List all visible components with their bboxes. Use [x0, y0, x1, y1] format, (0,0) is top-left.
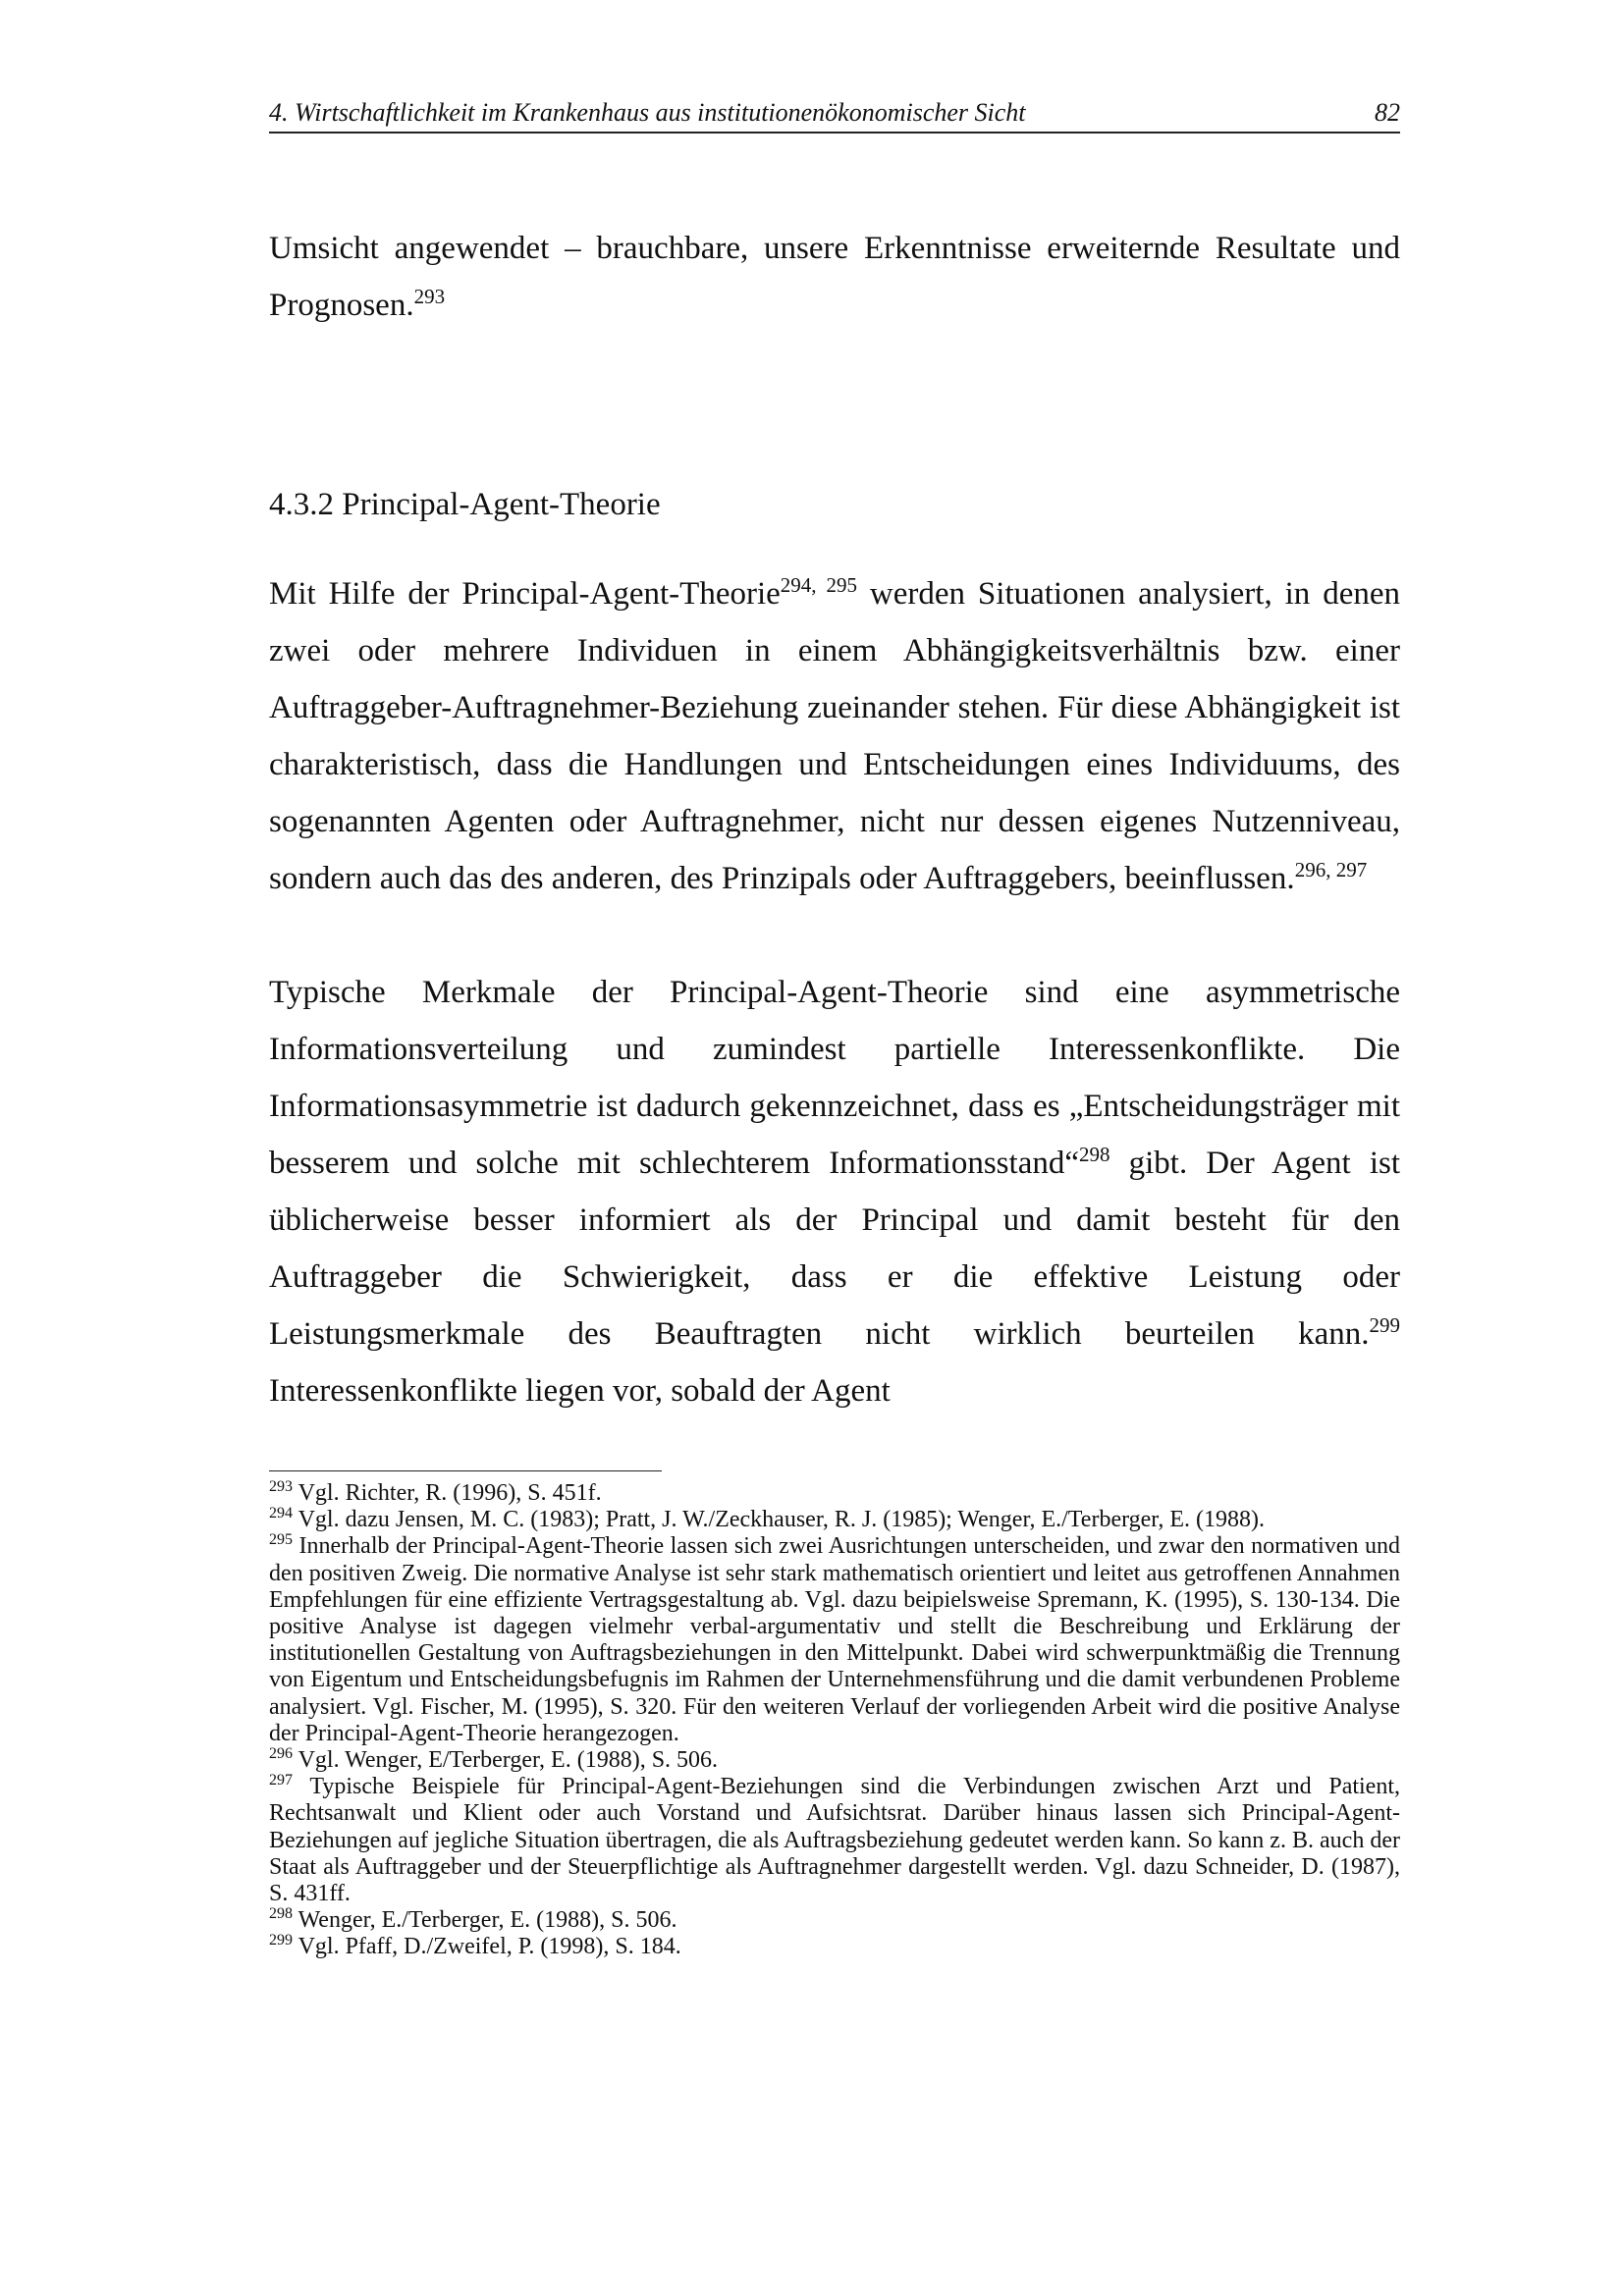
footnote-number: 293 [269, 1478, 293, 1495]
footnote-text: Wenger, E./Terberger, E. (1988), S. 506. [293, 1907, 677, 1934]
footnote-number: 299 [269, 1932, 293, 1949]
footnotes [269, 1480, 1400, 1961]
footnote-293 [269, 1480, 1400, 1507]
paragraph-2-text-a: Mit Hilfe der Principal-Agent-Theorie [269, 576, 781, 612]
paragraph-1 [269, 220, 1400, 334]
footnote-ref-299[interactable]: 299 [1369, 1313, 1400, 1337]
footnote-ref-298[interactable]: 298 [1079, 1143, 1110, 1166]
footnote-ref-294-295[interactable]: 294, 295 [780, 573, 857, 597]
footnote-ref-293[interactable]: 293 [413, 285, 446, 308]
footnote-text: Typische Beispiele für Principal-Agent-Beziehungen sind die Verbindungen zwischen Arzt und Patient, Rechtsanwalt und Klient oder auch Vorstand und Aufsichtsrat. Darüber hinaus lassen sich Principal-Agent-Beziehungen auf jegliche Situation übertragen, die als Auftragsbeziehung gedeutet werden kann. So kann z. B. auch der Staat als Auftraggeber und der Steuerpflichtige als Auftragnehmer dargestellt werden. Vgl. dazu Schneider, D. (1987), S. 431ff. [269, 1774, 1400, 1907]
footnote-ref-296-297[interactable]: 296, 297 [1294, 858, 1368, 881]
paragraph-2-text-b: werden Situationen analysiert, in denen zwei oder mehrere Individuen in einem Abhängigkeitsverhältnis bzw. einer Auftraggeber-Auftragnehmer-Beziehung zueinander stehen. Für diese Abhängigkeit ist charakteristisch, dass die Handlungen und Entscheidungen eines Individuums, des sogenannten Agenten oder Auftragnehmer, nicht nur dessen eigenes Nutzenniveau, sondern auch das des anderen, des Prinzipals oder Auftraggebers, beeinflussen. [269, 576, 1401, 896]
footnote-divider [269, 1470, 662, 1471]
footnote-text: Vgl. Pfaff, D./Zweifel, P. (1998), S. 184. [293, 1934, 681, 1960]
footnote-number: 296 [269, 1745, 293, 1763]
footnote-text: Innerhalb der Principal-Agent-Theorie lassen sich zwei Ausrichtungen unterscheiden, und zwar den normativen und den positiven Zweig. Die normative Analyse ist sehr stark mathematisch orientiert und leitet aus getroffenen Annahmen Empfehlungen für eine effiziente Vertragsgestaltung ab. Vgl. dazu beipielsweise Spremann, K. (1995), S. 130-134. Die positive Analyse ist dagegen vielmehr verbal-argumentativ und stellt die Beschreibung und Erklärung der institutionellen Gestaltung von Auftragsbeziehungen in den Mittelpunkt. Dabei wird schwerpunktmäßig die Trennung von Eigentum und Entscheidungsbefugnis im Rahmen der Unternehmensführung und die damit verbundenen Probleme analysiert. Vgl. Fischer, M. (1995), S. 320. Für den weiteren Verlauf der vorliegenden Arbeit wird die positive Analyse der Principal-Agent-Theorie herangezogen. [269, 1533, 1400, 1746]
paragraph-1-text: Umsicht angewendet – brauchbare, unsere Erkenntnisse erweiternde Resultate und Prognosen. [269, 231, 1400, 323]
paragraph-3 [269, 964, 1400, 1419]
footnote-text: Vgl. Wenger, E/Terberger, E. (1988), S. 506. [293, 1747, 719, 1774]
chapter-title: 4. Wirtschaftlichkeit im Krankenhaus aus institutionenökonomischer Sicht [269, 98, 1026, 127]
paragraph-3-text-b: gibt. Der Agent ist üblicherweise besser informiert als der Principal und damit besteht für den Auftraggeber die Schwierigkeit, dass er die effektive Leistung oder Leistungsmerkmale des Beauftragten nicht wirklich beurteilen kann. [269, 1146, 1401, 1352]
footnote-295 [269, 1533, 1400, 1747]
page-number: 82 [1375, 98, 1400, 127]
footnote-number: 297 [269, 1772, 293, 1789]
footnote-number: 298 [269, 1905, 293, 1923]
footnote-text: Vgl. dazu Jensen, M. C. (1983); Pratt, J. W./Zeckhauser, R. J. (1985); Wenger, E./Terberger, E. (1988). [293, 1507, 1265, 1533]
footnote-297 [269, 1774, 1400, 1907]
paragraph-3-text-c: Interessenkonflikte liegen vor, sobald der Agent [269, 1373, 891, 1409]
footnote-number: 294 [269, 1505, 293, 1522]
footnote-298 [269, 1907, 1400, 1934]
paragraph-3-text-a: Typische Merkmale der Principal-Agent-Theorie sind eine asymmetrische Informationsverteilung und zumindest partielle Interessenkonflikte. Die Informationsasymmetrie ist dadurch gekennzeichnet, dass es „Entscheidungsträger mit besserem und solche mit schlechterem Informationsstand“ [269, 975, 1400, 1181]
section-heading: 4.3.2 Principal-Agent-Theorie [269, 487, 661, 522]
footnote-296 [269, 1747, 1400, 1774]
footnote-text: Vgl. Richter, R. (1996), S. 451f. [293, 1480, 602, 1506]
footnote-294 [269, 1507, 1400, 1533]
paragraph-2 [269, 565, 1400, 907]
running-header [269, 98, 1400, 133]
footnote-number: 295 [269, 1531, 293, 1549]
footnote-299 [269, 1934, 1400, 1960]
